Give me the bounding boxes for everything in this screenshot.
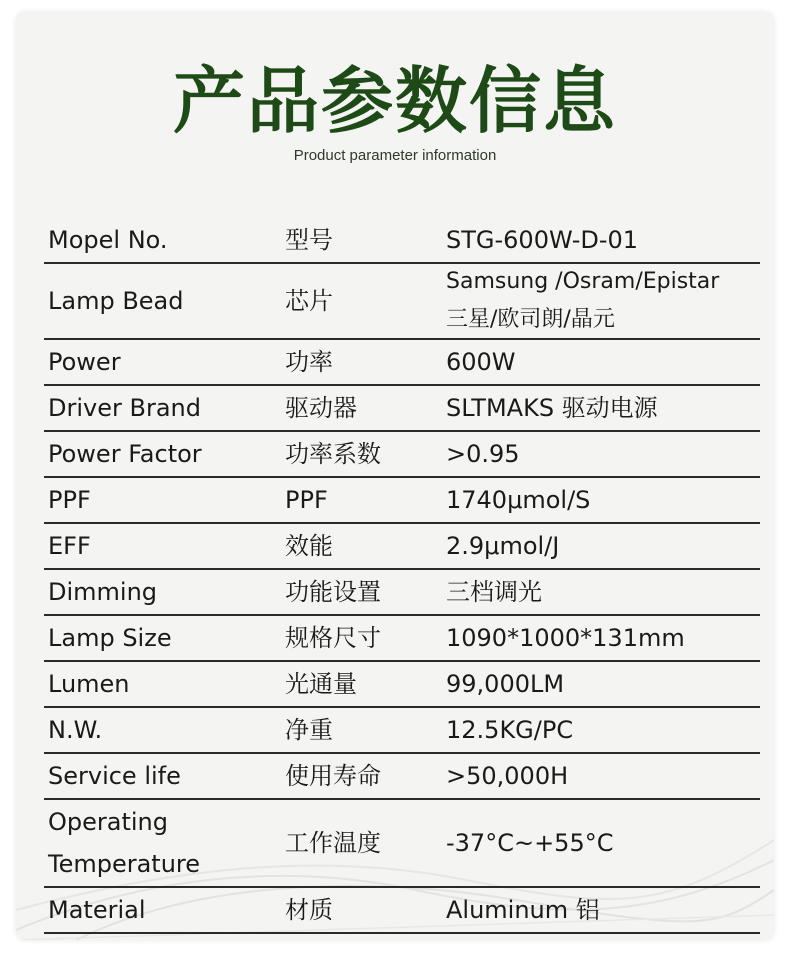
table-row	[44, 218, 760, 264]
row-label-en: Lamp Bead	[48, 287, 184, 315]
row-label-cn: 工作温度	[285, 829, 381, 857]
row-label-cn: PPF	[285, 486, 328, 514]
table-row	[44, 432, 760, 478]
row-label-cn: 使用寿命	[285, 762, 381, 790]
row-value: Aluminum 铝	[446, 896, 600, 924]
table-row	[44, 662, 760, 708]
table-row	[44, 478, 760, 524]
row-label-en: Material	[48, 896, 146, 924]
row-label-cn: 规格尺寸	[285, 624, 381, 652]
row-label-cn: 驱动器	[285, 394, 357, 422]
row-value: 99,000LM	[446, 670, 565, 698]
row-label-cn: 材质	[285, 896, 333, 924]
row-value: 1740μmol/S	[446, 486, 591, 514]
row-label-en: Lamp Size	[48, 624, 172, 652]
row-label-cn: 效能	[285, 532, 333, 560]
row-label-cn: 净重	[285, 716, 333, 744]
row-value	[446, 263, 760, 339]
table-row	[44, 264, 760, 340]
row-value: >50,000H	[446, 762, 569, 790]
row-value: 12.5KG/PC	[446, 716, 574, 744]
spec-table	[44, 218, 760, 934]
row-value: 三档调光	[446, 578, 542, 606]
table-row	[44, 570, 760, 616]
row-value: 2.9μmol/J	[446, 532, 560, 560]
row-value: SLTMAKS 驱动电源	[446, 394, 658, 422]
table-row	[44, 386, 760, 432]
row-value: 1090*1000*131mm	[446, 624, 685, 652]
row-value: -37°C~+55°C	[446, 829, 614, 857]
row-label-en: Dimming	[48, 578, 158, 606]
row-label-en: PPF	[48, 486, 91, 514]
row-label-cn: 功能设置	[285, 578, 381, 606]
row-label-en: N.W.	[48, 716, 103, 744]
page-subtitle: Product parameter information	[293, 147, 497, 164]
row-label-en: Driver Brand	[48, 394, 201, 422]
row-label-en: EFF	[48, 532, 91, 560]
row-label-en	[44, 801, 285, 885]
table-row	[44, 754, 760, 800]
table-row	[44, 524, 760, 570]
page-title: 产品参数信息	[172, 59, 617, 143]
row-label-cn: 芯片	[285, 287, 333, 315]
row-label-cn: 功率系数	[285, 440, 381, 468]
row-label-en: Service life	[48, 762, 181, 790]
row-value: STG-600W-D-01	[446, 226, 639, 254]
table-row	[44, 340, 760, 386]
row-value-line: 三星/欧司朗/晶元	[446, 307, 615, 332]
row-value-line: Samsung /Osram/Epistar	[446, 269, 720, 294]
table-row	[44, 616, 760, 662]
row-label-cn: 光通量	[285, 670, 357, 698]
row-value: 600W	[446, 348, 516, 376]
table-row	[44, 800, 760, 888]
row-label-cn: 功率	[285, 348, 333, 376]
row-label-en: Lumen	[48, 670, 130, 698]
row-label-en: Power	[48, 348, 121, 376]
row-label-en: Mopel No.	[48, 226, 168, 254]
row-label-cn: 型号	[285, 226, 333, 254]
row-label-line: Temperature	[48, 850, 201, 878]
row-label-line: Operating	[48, 808, 168, 836]
row-label-en: Power Factor	[48, 440, 202, 468]
table-row	[44, 888, 760, 934]
table-row	[44, 708, 760, 754]
parameter-card	[16, 12, 774, 940]
row-value: >0.95	[446, 440, 520, 468]
